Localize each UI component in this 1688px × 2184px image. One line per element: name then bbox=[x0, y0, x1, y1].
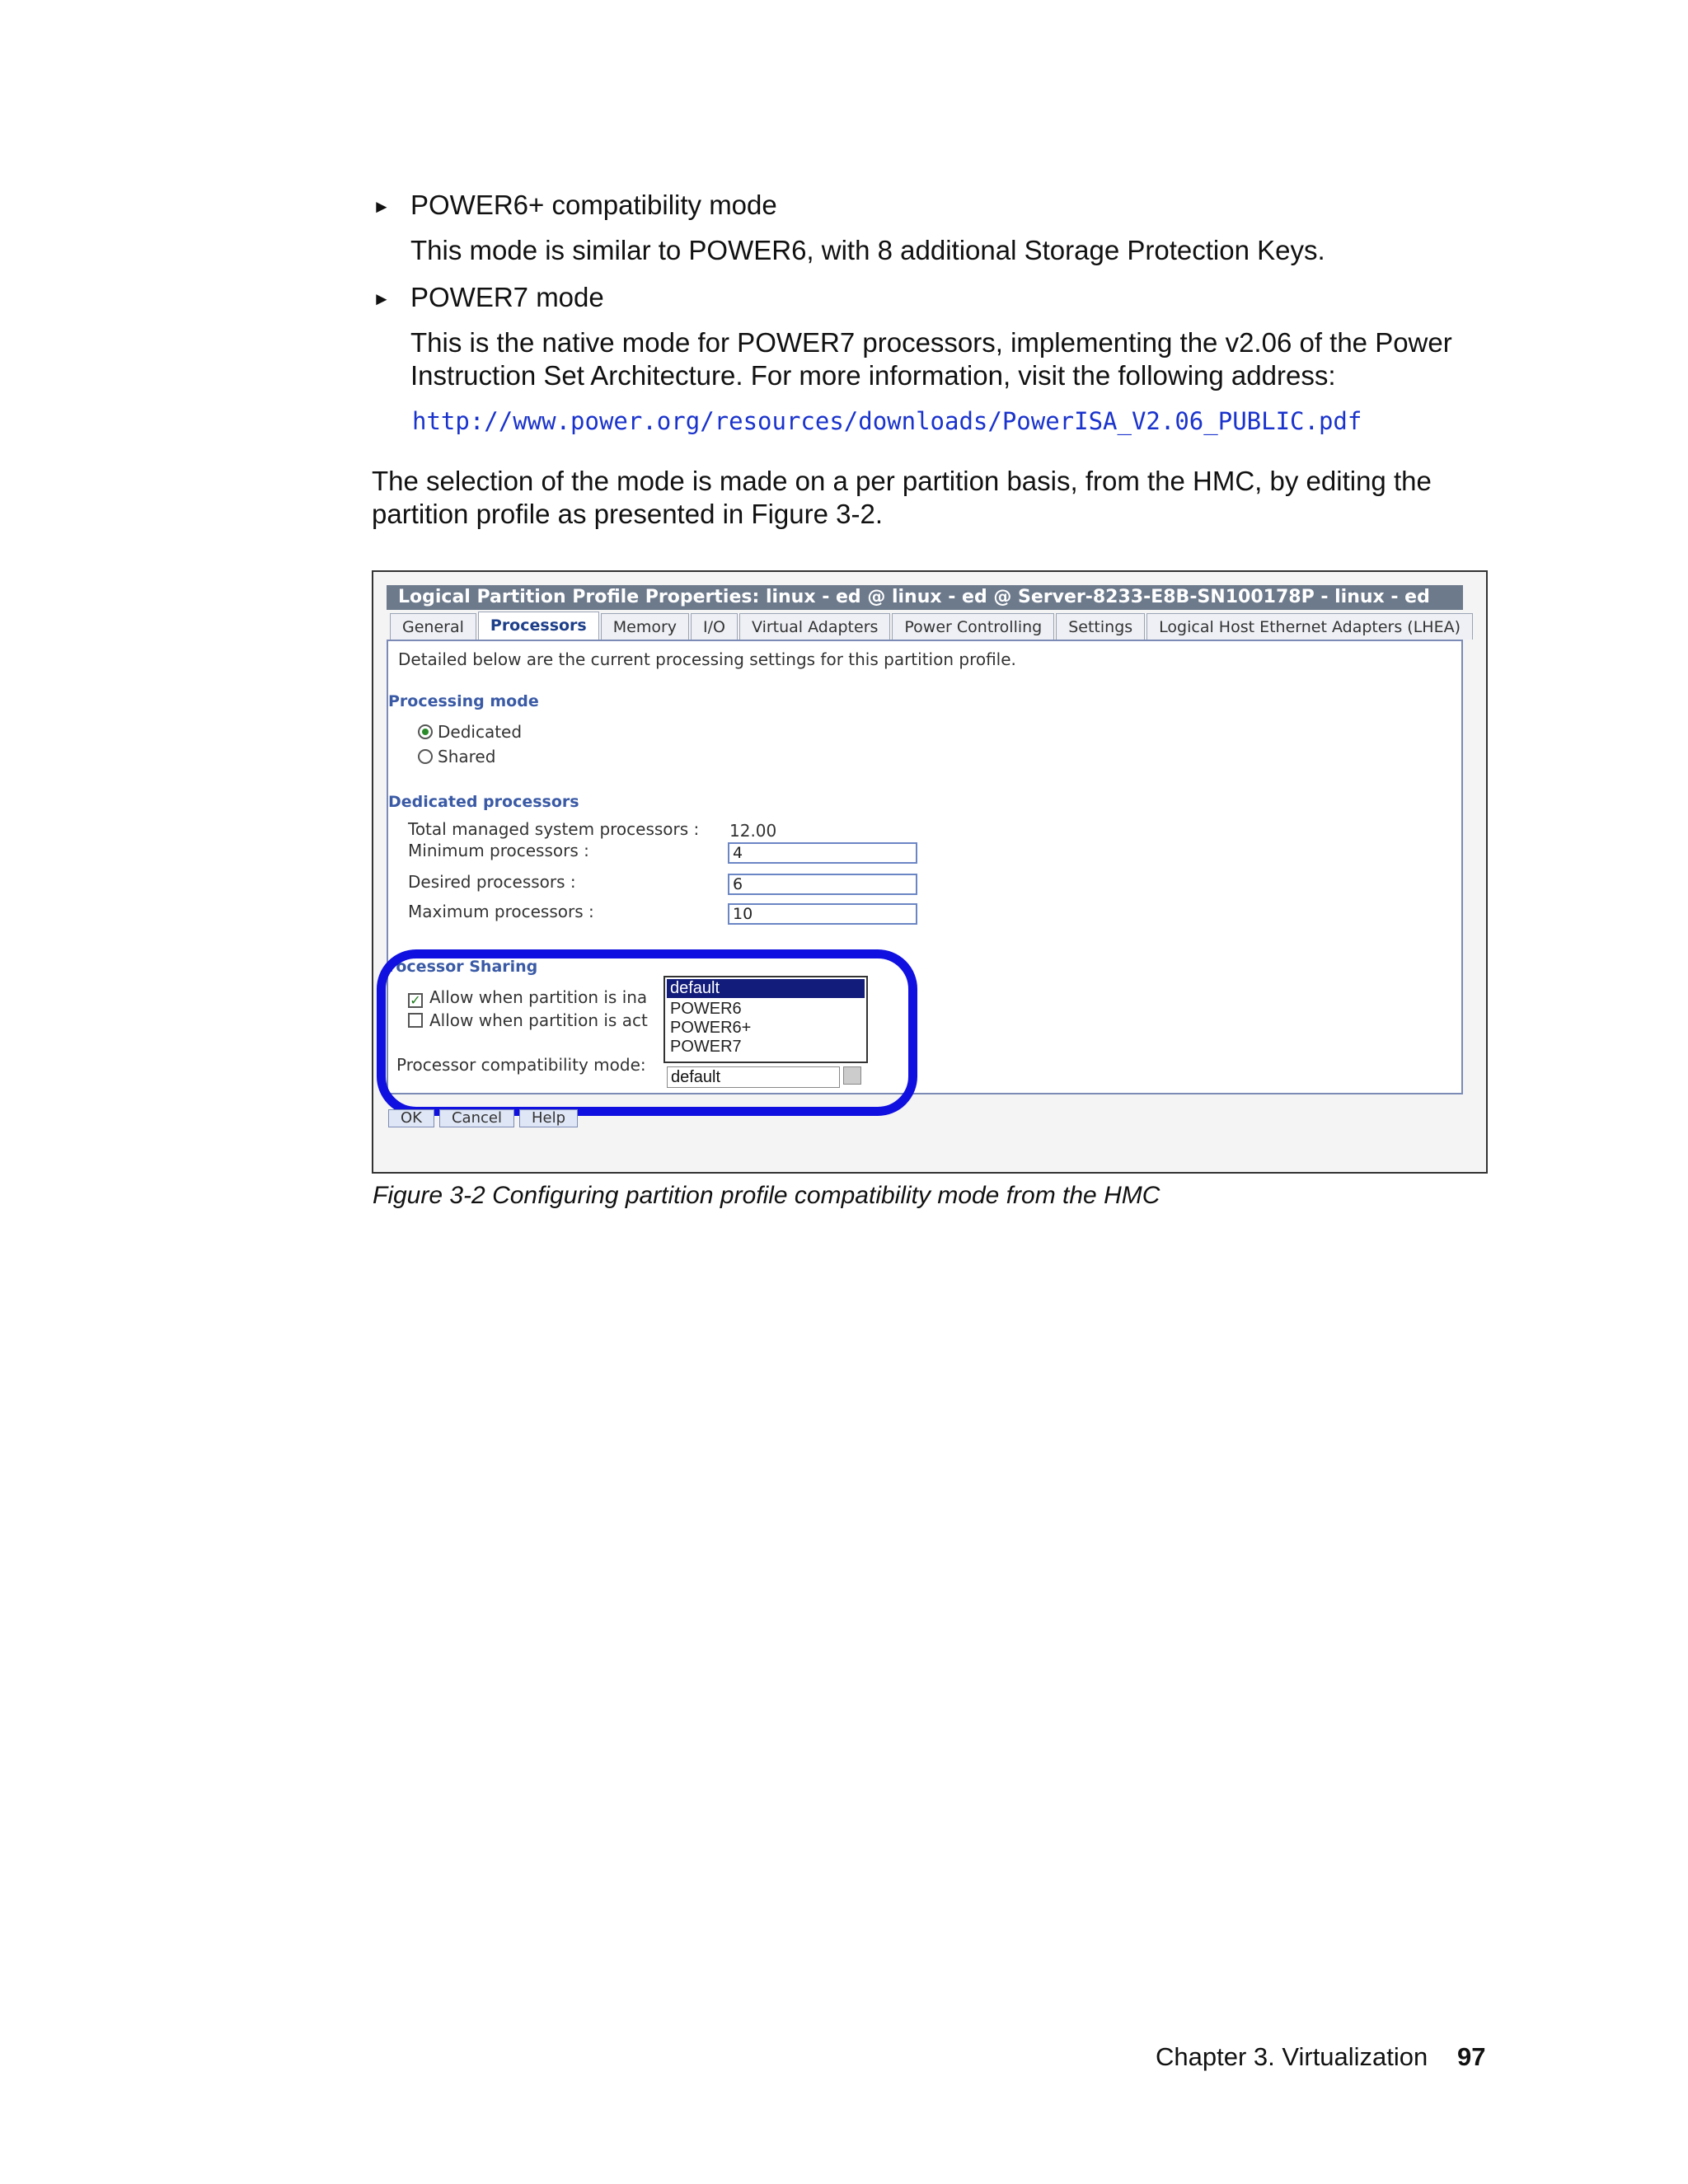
ok-button[interactable]: OK bbox=[388, 1109, 434, 1127]
compat-mode-label: Processor compatibility mode: bbox=[396, 1055, 646, 1075]
allow-active-label: Allow when partition is act bbox=[429, 1010, 648, 1030]
radio-selected-icon bbox=[418, 724, 433, 739]
bullet-title: POWER7 mode bbox=[410, 282, 604, 312]
bullet-marker: ► bbox=[373, 288, 391, 309]
tab-bar bbox=[390, 613, 1475, 640]
desired-processors-label: Desired processors : bbox=[408, 872, 576, 892]
bullet-body: This mode is similar to POWER6, with 8 additional Storage Protection Keys. bbox=[410, 235, 1325, 265]
intro-line1: The selection of the mode is made on a per partition basis, from the HMC, by editing the bbox=[372, 466, 1432, 496]
compat-mode-dropdown-list[interactable] bbox=[663, 976, 868, 1063]
tab-settings[interactable]: Settings bbox=[1056, 613, 1145, 640]
tab-io[interactable]: I/O bbox=[691, 613, 738, 640]
radio-dedicated[interactable] bbox=[418, 722, 522, 742]
bullet-marker: ► bbox=[373, 196, 391, 217]
help-button[interactable]: Help bbox=[519, 1109, 578, 1127]
tab-general[interactable]: General bbox=[390, 613, 476, 640]
radio-shared[interactable] bbox=[418, 747, 495, 766]
tab-memory[interactable]: Memory bbox=[601, 613, 689, 640]
tab-lhea[interactable]: Logical Host Ethernet Adapters (LHEA) bbox=[1146, 613, 1473, 640]
figure-caption: Figure 3-2 Configuring partition profile compatibility mode from the HMC bbox=[373, 1182, 1160, 1209]
min-processors-input[interactable]: 4 bbox=[728, 842, 917, 864]
processor-sharing-heading: rocessor Sharing bbox=[388, 958, 538, 976]
intro-line2: partition profile as presented in Figure 3-2. bbox=[372, 499, 884, 529]
dropdown-option-power6[interactable]: POWER6 bbox=[670, 1000, 742, 1018]
tab-virtual-adapters[interactable]: Virtual Adapters bbox=[739, 613, 890, 640]
window-title: Logical Partition Profile Properties: linux - ed @ linux - ed @ Server-8233-E8B-SN100178P - linux - ed bbox=[387, 585, 1463, 610]
total-processors-label: Total managed system processors : bbox=[408, 819, 700, 839]
dedicated-processors-heading: Dedicated processors bbox=[388, 793, 579, 811]
dropdown-option-default[interactable]: default bbox=[667, 979, 865, 998]
compat-mode-combobox[interactable]: default bbox=[667, 1066, 840, 1088]
max-processors-input[interactable]: 10 bbox=[728, 903, 917, 925]
hmc-screenshot-figure bbox=[372, 570, 1488, 1174]
tab-processors[interactable]: Processors bbox=[478, 612, 599, 641]
footer-page-number: 97 bbox=[1457, 2042, 1486, 2071]
total-processors-value: 12.00 bbox=[729, 821, 777, 841]
checkmark-icon: ✓ bbox=[408, 993, 423, 1008]
bullet-body-line1: This is the native mode for POWER7 processors, implementing the v2.06 of the Power bbox=[410, 327, 1452, 358]
radio-unselected-icon bbox=[418, 749, 433, 764]
processing-mode-heading: Processing mode bbox=[388, 692, 539, 710]
bullet-title: POWER6+ compatibility mode bbox=[410, 190, 777, 220]
max-processors-label: Maximum processors : bbox=[408, 902, 594, 921]
tab-power-controlling[interactable]: Power Controlling bbox=[892, 613, 1054, 640]
reference-link[interactable]: http://www.power.org/resources/downloads/PowerISA_V2.06_PUBLIC.pdf bbox=[412, 407, 1362, 435]
chevron-down-icon[interactable] bbox=[843, 1066, 861, 1085]
allow-inactive-label: Allow when partition is ina bbox=[429, 987, 648, 1007]
panel-description: Detailed below are the current processing settings for this partition profile. bbox=[398, 649, 1016, 669]
radio-dedicated-label: Dedicated bbox=[438, 722, 523, 742]
desired-processors-input[interactable]: 6 bbox=[728, 874, 917, 895]
dropdown-option-power6plus[interactable]: POWER6+ bbox=[670, 1019, 752, 1037]
radio-shared-label: Shared bbox=[438, 747, 496, 766]
footer-chapter: Chapter 3. Virtualization bbox=[1156, 2042, 1428, 2071]
cancel-button[interactable]: Cancel bbox=[439, 1109, 514, 1127]
dropdown-option-power7[interactable]: POWER7 bbox=[670, 1038, 742, 1056]
dialog-buttons bbox=[388, 1109, 583, 1127]
bullet-body-line2: Instruction Set Architecture. For more information, visit the following address: bbox=[410, 360, 1336, 391]
min-processors-label: Minimum processors : bbox=[408, 841, 589, 860]
